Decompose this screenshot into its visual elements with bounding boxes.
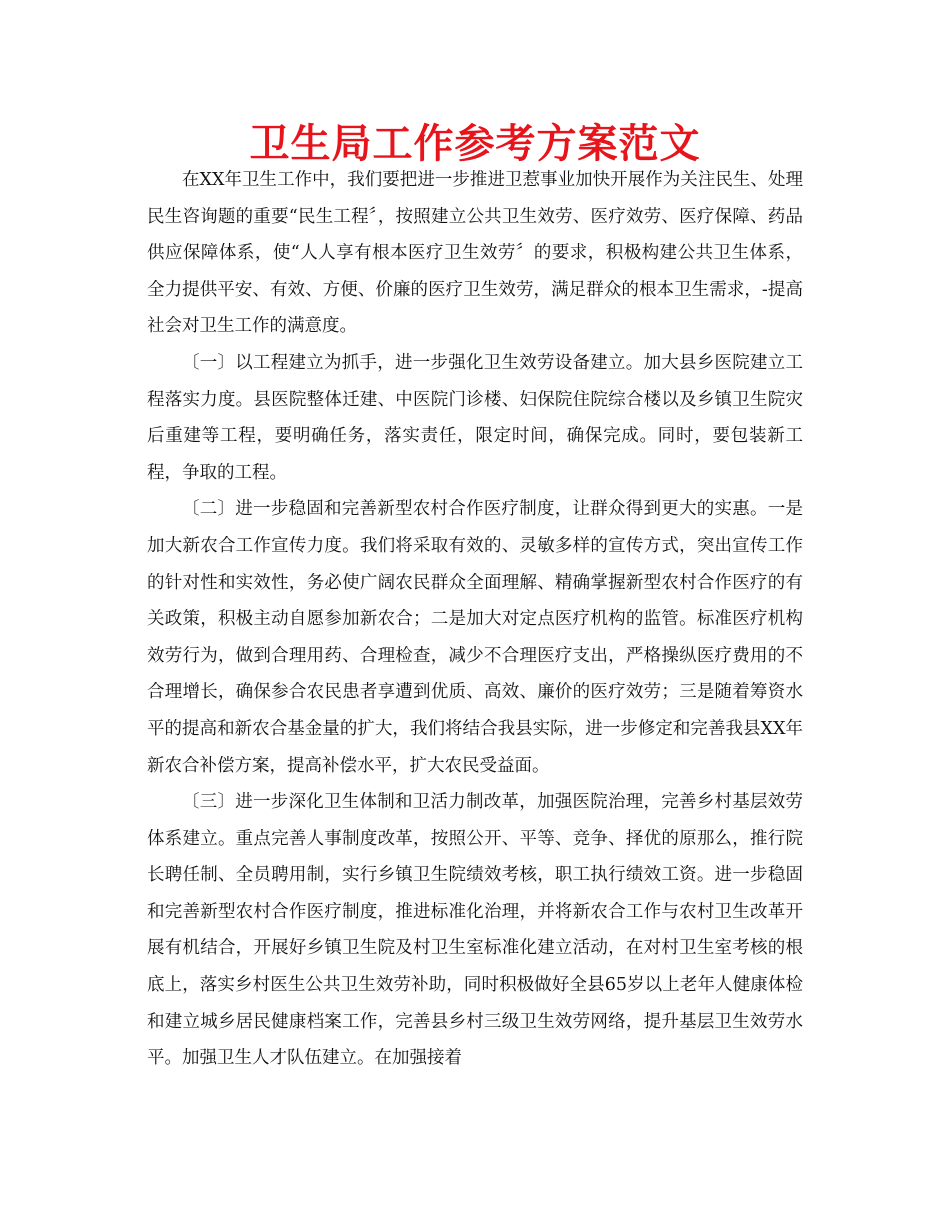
paragraph-section-3: 〔三〕进一步深化卫生体制和卫活力制改革，加强医院治理，完善乡村基层效劳体系建立。重点完善人事制度改革，按照公开、平等、竞争、择优的原那么，推行院长聘任制、全员聘用制，实行乡镇卫生院绩效考核，职工执行绩效工资。进一步稳固和完善新型农村合作医疗制度，推进标准化治理，并将新农合工作与农村卫生改革开展有机结合，开展好乡镇卫生院及村卫生室标准化建立活动，在对村卫生室考核的根底上，落实乡村医生公共卫生效劳补助，同时积极做好全县65岁以上老年人健康体检和建立城乡居民健康档案工作，完善县乡村三级卫生效劳网络，提升基层卫生效劳水平。加强卫生人才队伍建立。在加强接着 [147, 792, 803, 1069]
paragraph-section-2: 〔二〕进一步稳固和完善新型农村合作医疗制度，让群众得到更大的实惠。一是加大新农合工作宣传力度。我们将采取有效的、灵敏多样的宣传方式，突出宣传工作的针对性和实效性，务必使广阔农民群众全面理解、精确掌握新型农村合作医疗的有关政策，积极主动自愿参加新农合；二是加大对定点医疗机构的监管。标准医疗机构效劳行为，做到合理用药、合理检查，减少不合理医疗支出，严格操纵医疗费用的不合理增长，确保参合农民患者享遭到优质、高效、廉价的医疗效劳；三是随着筹资水平的提高和新农合基金量的扩大，我们将结合我县实际，进一步修定和完善我县XX年新农合补偿方案，提高补偿水平，扩大农民受益面。 [147, 499, 803, 776]
document-title: 卫生局工作参考方案范文 [249, 121, 701, 167]
paragraph-section-1: 〔一〕以工程建立为抓手，进一步强化卫生效劳设备建立。加大县乡医院建立工程落实力度。县医院整体迁建、中医院门诊楼、妇保院住院综合楼以及乡镇卫生院灾后重建等工程，要明确任务，落实责任，限定时间，确保完成。同时，要包装新工程，争取的工程。 [147, 352, 803, 483]
document-body [147, 162, 803, 1077]
paragraph-intro: 在XX年卫生工作中，我们要把进一步推进卫惹事业加快开展作为关注民生、处理民生咨询题的重要“民生工程〞，按照建立公共卫生效劳、医疗效劳、医疗保障、药品供应保障体系，使“人人享有根本医疗卫生效劳〞的要求，积极构建公共卫生体系，全力提供平安、有效、方便、价廉的医疗卫生效劳，满足群众的根本卫生需求，-提高社会对卫生工作的满意度。 [147, 170, 803, 337]
